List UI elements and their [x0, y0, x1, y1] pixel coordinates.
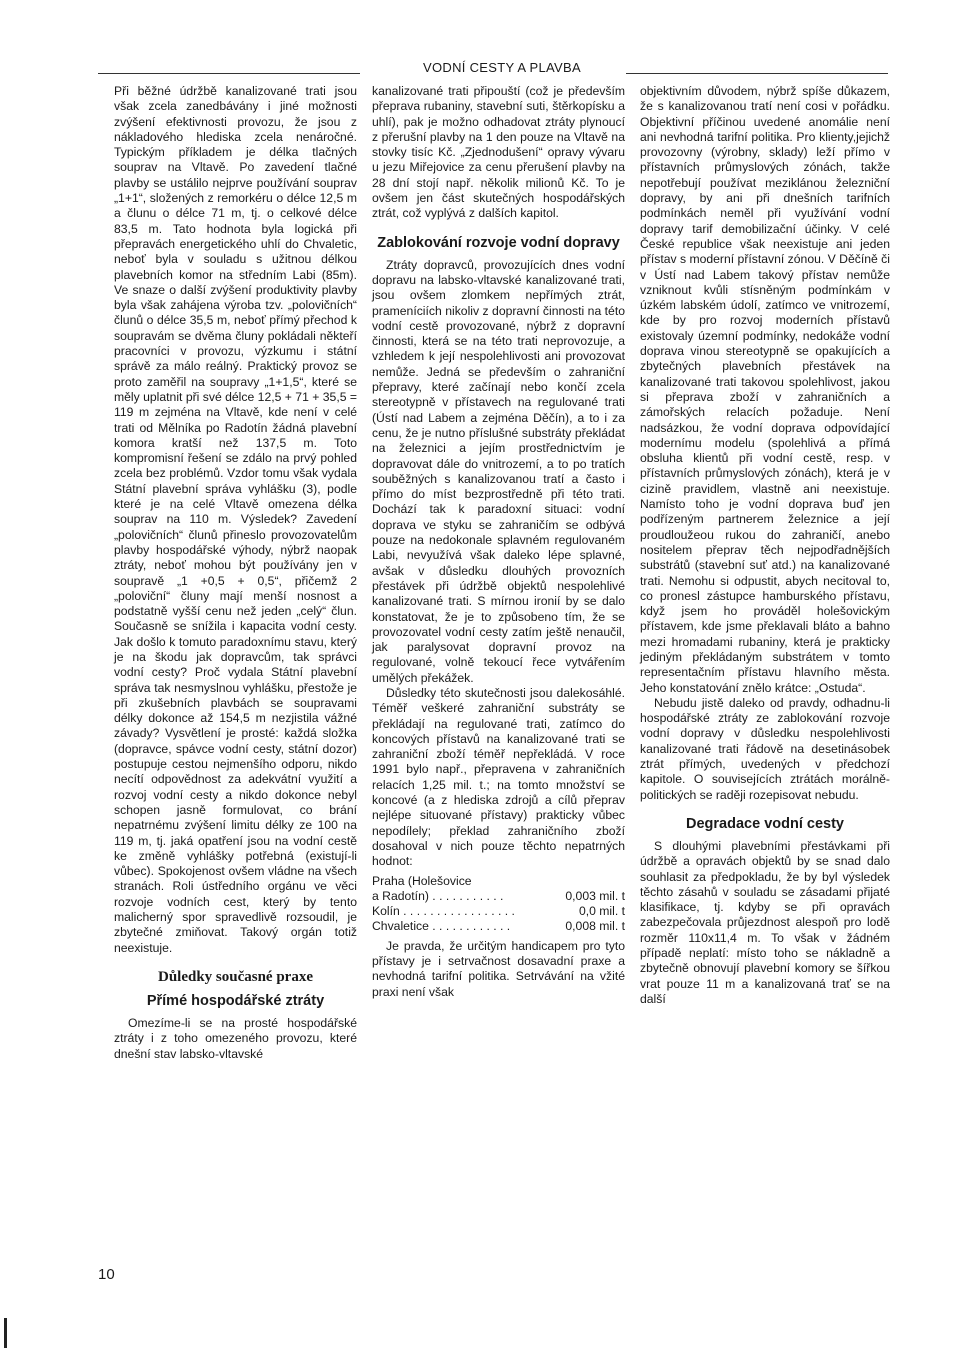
col3-paragraph-2: Nebudu jistě daleko od pravdy, odhadnu-li hospodářské ztráty ze zablokování rozvoje vodní dopravy v důsledku nespolehlivosti kanalizované trati řádově na desetinásobek ztrát přímých, uvedených v předchozí kapitole. O souvisejících ztrátách morálně-politických se raději rozepisovat nebudu. [640, 695, 890, 802]
col1-paragraph-2: Omezíme-li se na prosté hospodářské ztráty i z toho omezeného provozu, které dnešní stav labsko-vltavské [114, 1015, 357, 1061]
column-1 [114, 84, 357, 1062]
col2-paragraph-3: Důsledky této skutečnosti jsou dalekosáhlé. Téměř veškeré zahraniční substráty se překládají na regulované trati, zatímco do koncových přístavů na kanalizované trati se zahraniční zboží téměř nepřekládá. V roce 1991 bylo např., přepravena v zahraničních relacích 1,25 mil. t.; na tomto množství se koncové (a z hlediska zdrojů a cílů přeprav nejlépe situované přístavy) prakticky vůbec nepodílely; překlad zahraničního zboží dosahoval v nich pouze těchto nepatrných hodnot: [372, 685, 625, 869]
subheading-prime-ztraty: Přímé hospodářské ztráty [146, 992, 325, 1009]
col2-paragraph-1: kanalizované trati připouští (což je především přeprava rubaniny, stavební suti, štěrkopísku a uhlí), pak je možno odhadovat ztráty plynoucí z přerušní plavby na 1 den pouze na Vltavě na stovky tisíc Kč. „Zjednodušení“ opravy vývaru u jezu Miřejovice za cenu přerušení plavby na 28 dní stojí např. několik milionů Kč. To je ovšem jen část skutečných hospodářských ztrát, což vyplývá z dalších kapitol. [372, 84, 625, 221]
list-item: a Radotín) . . . . . . . . . . . 0,003 mil. t [372, 888, 625, 903]
col3-paragraph-3: S dlouhými plavebními přestávkami při údržbě a opravách objektů by se snad dalo souhlasit za předpokladu, že by byl výsledek těchto zásahů v souladu se zásadami přijaté klasifikace, tj. kdyby se při opravách zabezpečovala průjezdnost alespoň pro lodě rozměr 110x11,4 m. To však v žádném případě neplatí: místo toho se nákladně a zbytečně obnovují plavební komory se šířkou vrat pouze 11 m a kanalizovaná trať se na další [640, 838, 890, 1006]
column-2 [372, 84, 625, 1000]
list-item: Kolín . . . . . . . . . . . . . . . . . 0,0 mil. t [372, 904, 625, 919]
list-item: Chvaletice . . . . . . . . . . . . 0,008 mil. t [372, 919, 625, 934]
col1-paragraph-1: Při běžné údržbě kanalizované trati jsou však zcela zanedbávány i jiné možnosti zvýšení efektivnosti provozu, že jsou z nákladového hlediska zcela nenáročné. Typickým příkladem je délka tlačných souprav na Vltavě. Po zavedení tlačné plavby se ustálilo nejprve používání souprav „1+1“, složených z remorkéru o délce 12,5 m a člunu o délce 71 m, tj. o celkové délce 83,5 m. Tato hodnota byla logická při přepravách energetického uhlí do Chvaletic, neboť byla v souladu s užitnou délkou plavebních komor na středním Labi (85m). Ve snaze o další zvýšení produktivity plavby byla však zahájena výroba tzv. „polovičních“ člunů o délce 35,5 m, neboť přímý přechod k soupravám se dvěma čluny pokládali někteří pracovníci v provozu, výzkumu i státní správě za málo reálný. Praktický provoz se proto zaměřil na soupravy „1+1,5“, které se měly uplatnit při své délce 12,5 + 71 + 35,5 = 119 m zejména na Vltavě, kde není v celé trati od Mělníka po Radotín žádná plavební komora kratší než 137,5 m. Toto kompromisní řešení se zdálo na prvý pohled zcela bez problémů. Vzdor tomu však vydala Státní plavební správa vyhlášku (3), podle které je na celé Vltavě omezena délka souprav na 110 m. Výsledek? Zavedení „polovičních“ člunů přineslo provozovatelům plavby hospodářské výhody, nýbrž naopak ztráty, neboť mohou být používány jen v soupravě „1 +0,5 + 0,5“, přičemž 2 „poloviční“ čluny mají menší nosnost a podstatně vyšší cenu než jeden „celý“ člun. Současně se snížila i kapacita vodní cesty. Jak došlo k tomuto paradoxnímu stavu, který je na škodu jak dopravcům, tak správci vodní cesty? Proč vydala Státní plavební správa tak nesmyslnou vyhlášku, přestože je při zkušebních plavbách se soupravami délky dokonce až 154,5 m nezjistila vážné závady? Vysvětlení je prosté: každá složka (dopravce, spávce vodní cesty, státní dozor) postupuje cestou nejmenšího odporu, nikdo necítí odpovědnost za adekvátní využití a rozvoj vodní cesty a nikdo dokonce nebyl schopen jasně formulovat, co brání nepatrnému zvýšení limitu délky ze 100 na 119 m, tj. jaká opatření jsou na vodní cestě ke změně vyhlášky potřebná (existují-li vůbec). Spokojenost ovšem vládne na všech stranách. Roli ústředního orgánu ve věci rozvoje vodních cest, který by tento malicherný spor spravedlivě rozsoudil, je zbytečné zmiňovat. Takový orgán totiž neexistuje. [114, 84, 357, 955]
section-heading-degradace: Degradace vodní cesty [686, 815, 844, 832]
section-heading-dusledky: Důledky současné praxe [157, 968, 314, 985]
running-header: VODNÍ CESTY A PLAVBA [423, 60, 581, 75]
header-rule-right [626, 73, 888, 74]
col3-paragraph-1: objektivním důvodem, nýbrž spíše důkazem, že s kanalizovanou tratí není cosi v pořádku. Objektivní příčinou uvedené anomálie není ani nevhodná tarifní politika. Pro klienty,jejichž provozovny (výrobny, sklady) leží přímo v přístavních průmyslových zónách, takže nepotřebují používat meziklánou železniční dopravy, by ani při dnešních tarifních podmínkách neměl při využívání vodní dopravy tarif demobilizační účinky. V celé České republice však neexistuje ani jeden přístav s moderní přístavní zónou. V Děčíně či v Ústí nad Labem takový přístav nemůže vzniknout kvůli stísněným podmínkám v úzkém labském údolí, zatímco ve vnitrozemí, kde by pro rozvoj moderních přístavů existovaly územní podmínky, nedokáže vodní doprava vinou stereotypně se opakujících a zbytečných plavebních přestávek na kanalizované trati takovou spolehlivost, jakou si přeprava zboží v zahraničních a zámořských relacích požaduje. Není nadsázkou, že vodní doprava odpovídající modernímu modelu (spolehlivá a přímá obsluha klientů při vodní cestě, resp. v přístavních průmyslových zónách), která je v cizině pravidlem, vlastně ani neexistuje. Namísto toho je vodní doprava buď jen podřízeným partnerem železnice a její proudloužeou rukou do zahraničí, anebo nositelem přeprav těch nejpodřadnějších substrátů (stavební suť atd.) na kanalizované trati. Nemohu si odpustit, abych necitoval to, co pronesl zástupce hamburského přístavu, když jsem ho prováděl holešovickým přístavem, kde jsme překlavali bláto a bahno mezi hromadami rubaniny, která je prakticky jediným překládaným substrátem v tomto representačním přístavu hlavního města. Jeho konstatování znělo krátce: „Ostuda“. [640, 84, 890, 695]
header-rule-left [98, 73, 360, 74]
page-number: 10 [98, 1266, 115, 1283]
scan-edge-mark [4, 1318, 7, 1348]
column-3 [640, 84, 890, 1007]
col2-paragraph-2: Ztráty dopravců, provozujících dnes vodní dopravu na labsko-vltavské kanalizované trati, jsou ovšem zlomkem nepřímých ztrát, prameníciích nikoliv z dopravní činnosti na této vodní cestě provozované, nýbrž z dopravní činnosti, která se na této trati neprovozuje, a vzhledem k její nespolehlivosti ani provozovat nemůže. Jedná se především o zahraniční přepravy, které začínají nebo končí zcela stereotypně v přístavech na regulované trati (Ústí nad Labem a zejména Děčín), a to i za cenu, že je nutno příslušné substráty překládat na železnici a jejím prostřednictvím je dopravovat dále do vnitrozemí, a to po tratích souběžných s kanalizovanou tratí a často i přímo do míst bezprostředně při této trati. Dochází tak k paradoxní situaci: vodní doprava ve styku se zahraničím se odbývá pouze na nedokonale splavném regulovaném Labi, nevyužívá však daleko lépe splavné, avšak v důsledku dlouhých provozních přestávek při údržbě objektů nespolehlivé kanalizované trati. S mírnou ironií by se dalo konstatovat, že je to způsobeno tím, že se provozovatel vodní cesty zatím ještě nenaučil, jak paralysovat dopravní provoz na regulované, volně tekoucí řece vytvářením umělých překážek. [372, 257, 625, 685]
transshipment-list [372, 874, 625, 935]
col2-paragraph-4: Je pravda, že určitým handicapem pro tyto přístavy je i setrvačnost dosavadní praxe a nevhodná tarifní politika. Setrvávání na vžité praxi není však [372, 938, 625, 999]
section-heading-zablokovani: Zablokování rozvoje vodní dopravy [377, 234, 620, 251]
list-item: Praha (Holešovice [372, 873, 472, 888]
